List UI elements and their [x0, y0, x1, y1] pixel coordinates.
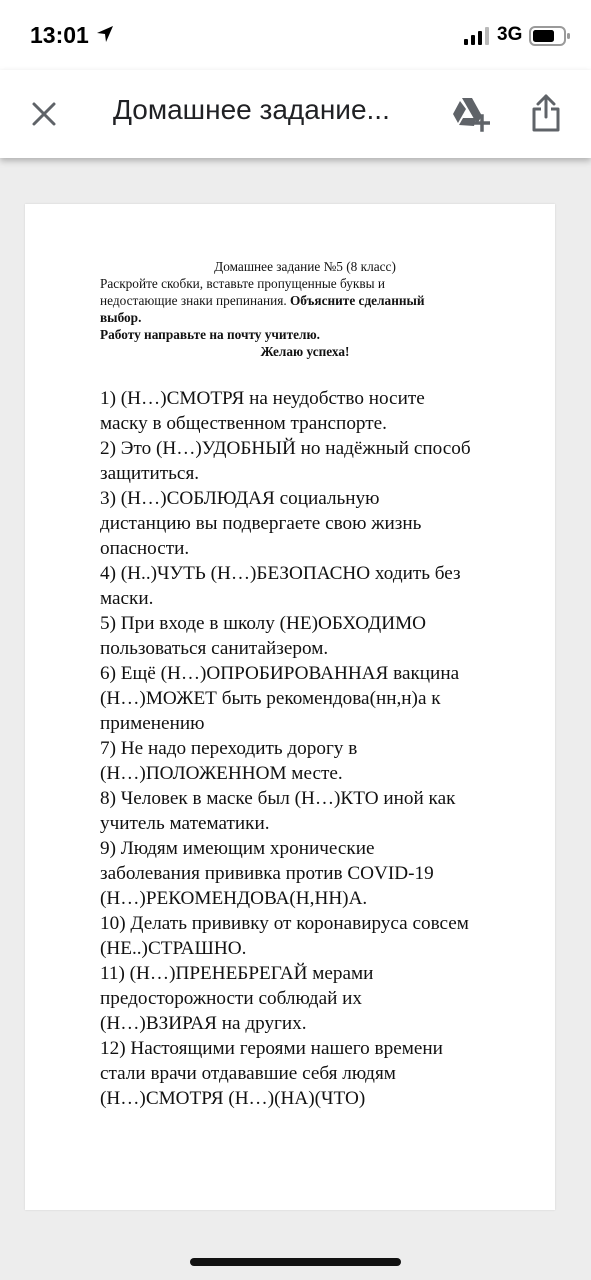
document-title: Домашнее задание...: [113, 94, 390, 125]
document-viewer[interactable]: [0, 158, 591, 1280]
task-line: защититься.: [100, 463, 200, 484]
network-type-label: 3G: [497, 24, 523, 45]
location-arrow-icon: [96, 25, 114, 43]
task-line: маску в общественном транспорте.: [100, 413, 387, 434]
home-indicator[interactable]: [190, 1258, 401, 1266]
instruction-line: выбор.: [100, 310, 142, 325]
task-line: 6) Ещё (Н…)ОПРОБИРОВАННАЯ вакцина: [100, 663, 460, 684]
task-line: (Н…)МОЖЕТ быть рекомендова(нн,н)а к: [100, 688, 441, 709]
task-line: пользоваться санитайзером.: [100, 638, 329, 659]
instruction-line: Работу направьте на почту учителю.: [100, 327, 320, 342]
task-line: предосторожности соблюдай их: [100, 988, 363, 1009]
task-line: 1) (Н…)СМОТРЯ на неудобство носите: [100, 388, 425, 409]
task-line: опасности.: [100, 538, 190, 559]
document-page: [25, 204, 555, 1210]
status-time: 13:01: [30, 22, 89, 48]
task-line: применению: [100, 713, 205, 734]
task-line: (Н…)РЕКОМЕНДОВА(Н,НН)А.: [100, 888, 368, 909]
task-line: 8) Человек в маске был (Н…)КТО иной как: [100, 788, 456, 809]
instruction-line: Раскройте скобки, вставьте пропущенные буквы и: [100, 276, 386, 291]
task-line: 3) (Н…)СОБЛЮДАЯ социальную: [100, 488, 380, 509]
task-line: 11) (Н…)ПРЕНЕБРЕГАЙ мерами: [100, 963, 374, 984]
task-line: 12) Настоящими героями нашего времени: [100, 1038, 443, 1059]
task-line: (Н…)ВЗИРАЯ на других.: [100, 1013, 307, 1034]
task-line: дистанцию вы подвергаете свою жизнь: [100, 513, 422, 534]
task-line: (Н…)СМОТРЯ (Н…)(НА)(ЧТО): [100, 1088, 366, 1109]
task-line: 7) Не надо переходить дорогу в: [100, 738, 358, 759]
task-list: [100, 386, 540, 1111]
task-line: заболевания прививка против COVID-19: [100, 863, 434, 884]
task-line: 2) Это (Н…)УДОБНЫЙ но надёжный способ: [100, 438, 471, 459]
add-to-drive-icon[interactable]: [452, 96, 490, 132]
share-icon[interactable]: [530, 93, 562, 133]
battery-icon: [529, 25, 571, 47]
wish-line: Желаю успеха!: [260, 344, 350, 359]
instruction-line: недостающие знаки препинания. Объясните сделанный: [100, 293, 425, 308]
task-line: 9) Людям имеющим хронические: [100, 838, 375, 859]
task-line: 4) (Н..)ЧУТЬ (Н…)БЕЗОПАСНО ходить без: [100, 563, 461, 584]
task-line: маски.: [100, 588, 154, 609]
cellular-signal-icon: [464, 27, 490, 45]
task-line: 10) Делать прививку от коронавируса совсем: [100, 913, 469, 934]
task-line: (НЕ..)СТРАШНО.: [100, 938, 247, 959]
app-bar: [0, 70, 591, 158]
task-line: учитель математики.: [100, 813, 270, 834]
document-header: [100, 258, 510, 360]
instruction-emphasis: Объясните сделанный: [289, 293, 425, 308]
task-line: стали врачи отдававшие себя людям: [100, 1063, 396, 1084]
assignment-heading: Домашнее задание №5 (8 класс): [214, 259, 396, 274]
close-icon[interactable]: [28, 98, 60, 130]
task-line: (Н…)ПОЛОЖЕННОМ месте.: [100, 763, 343, 784]
status-bar: [0, 0, 591, 70]
task-line: 5) При входе в школу (НЕ)ОБХОДИМО: [100, 613, 427, 634]
